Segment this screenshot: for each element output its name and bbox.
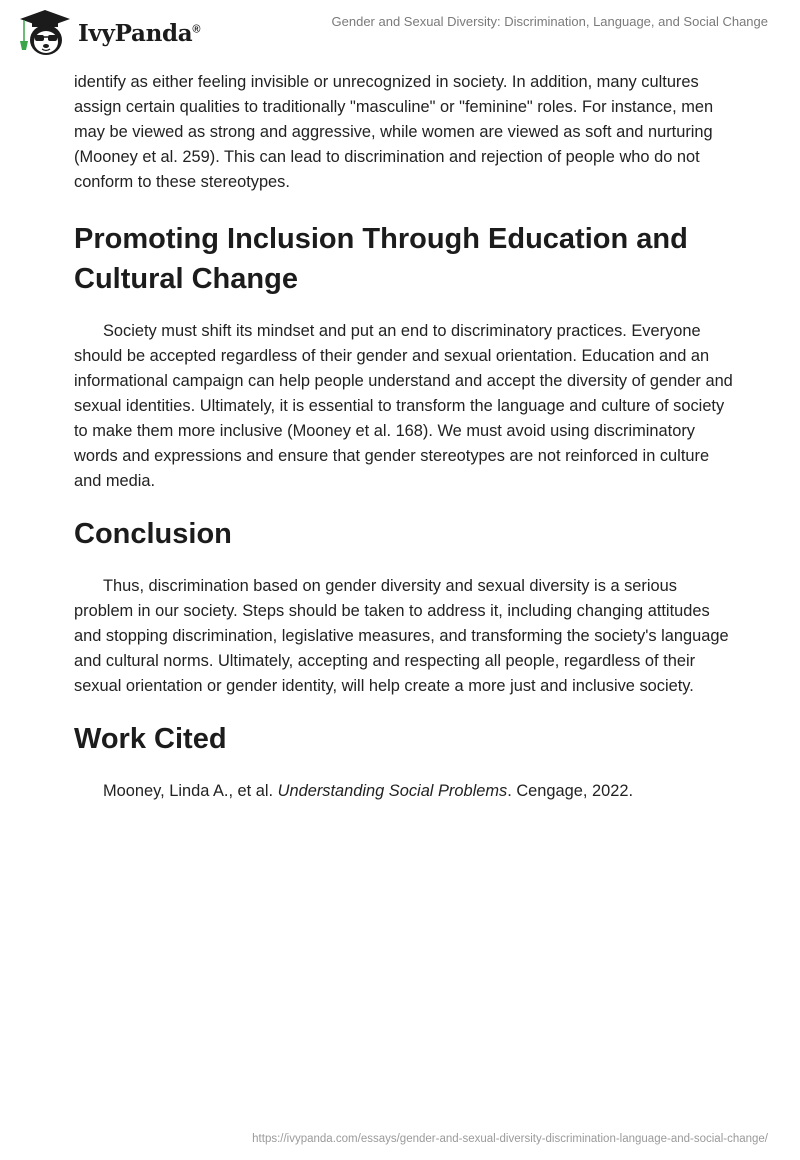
section-heading-promoting-inclusion: Promoting Inclusion Through Education and Cultural Change bbox=[74, 223, 688, 295]
conclusion-paragraph: Thus, discrimination based on gender diversity and sexual diversity is a serious problem in our society. Steps should be taken to address it, including changing attitudes and stopping discrimination, legislative measures, and transforming the society's language and cultural norms. Ultimately, accepting and respecting all people, regardless of their sexual orientation or gender identity, will help create a more just and inclusive society. bbox=[74, 577, 729, 695]
document-title: Gender and Sexual Diversity: Discrimination, Language, and Social Change bbox=[331, 14, 768, 29]
promoting-inclusion-paragraph: Society must shift its mindset and put an end to discriminatory practices. Everyone should be accepted regardless of their gender and sexual orientation. Education and an informational campaign can help people understand and accept the diversity of gender and sexual identities. Ultimately, it is essential to transform the language and culture of society to make them more inclusive (Mooney et al. 168). We must avoid using discriminatory words and expressions and ensure that gender stereotypes are not reinforced in culture and media. bbox=[74, 322, 733, 490]
page-header bbox=[0, 0, 800, 64]
ivypanda-logo[interactable] bbox=[18, 8, 200, 58]
citation-authors: Mooney, Linda A., et al. bbox=[103, 782, 278, 800]
intro-paragraph: identify as either feeling invisible or unrecognized in society. In addition, many cultures assign certain qualities to traditionally "masculine" or "feminine" roles. For instance, men may be viewed as strong and aggressive, while women are viewed as soft and nurturing (Mooney et al. 259). This can lead to discrimination and rejection of people who do not conform to these stereotypes. bbox=[74, 73, 714, 191]
footer-source-url[interactable]: https://ivypanda.com/essays/gender-and-sexual-diversity-discrimination-language-and-social-change/ bbox=[252, 1133, 768, 1145]
section-heading-work-cited: Work Cited bbox=[74, 723, 227, 755]
citation-entry bbox=[74, 779, 734, 804]
panda-graduate-icon bbox=[18, 8, 72, 58]
essay-content bbox=[74, 70, 734, 804]
logo-wordmark: IvyPanda® bbox=[78, 19, 201, 47]
citation-publisher: . Cengage, 2022. bbox=[507, 782, 633, 800]
citation-title: Understanding Social Problems bbox=[277, 782, 508, 800]
section-heading-conclusion: Conclusion bbox=[74, 518, 232, 550]
